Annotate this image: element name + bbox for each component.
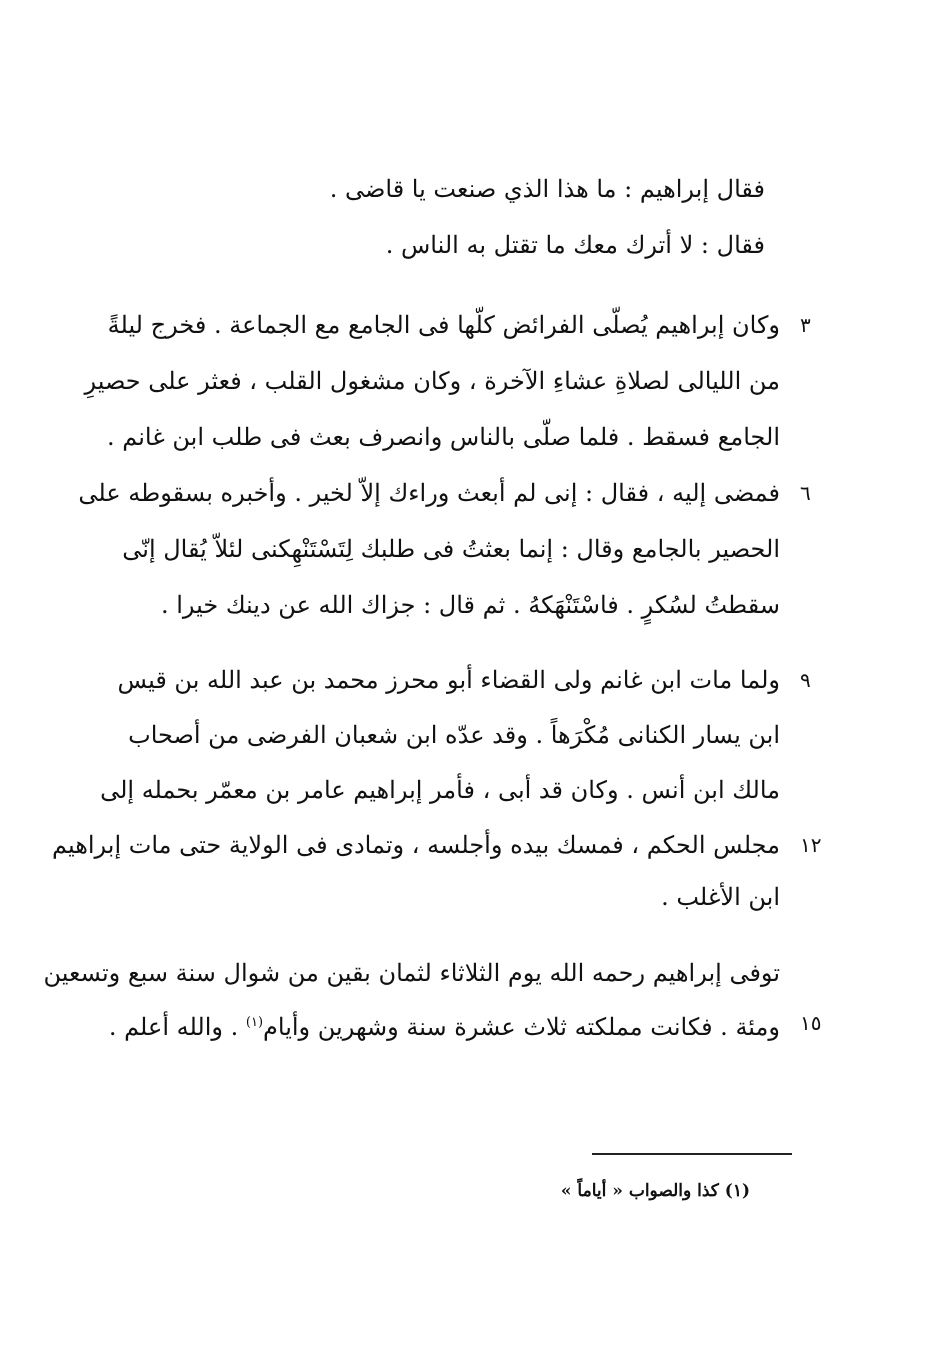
- paragraph-3-line-2-text: ومئة . فكانت مملكته ثلاث عشرة سنة وشهرين وأيام: [263, 1013, 780, 1041]
- paragraph-2-line-2: ابن يسار الكنانى مُكْرَهاً . وقد عدّه ابن شعبان الفرضى من أصحاب: [128, 721, 780, 749]
- paragraph-1-line-3: الجامع فسقط . فلما صلّى بالناس وانصرف بعث فى طلب ابن غانم .: [106, 423, 780, 451]
- dialogue-line-2: فقال : لا أترك معك ما تقتل به الناس .: [385, 231, 765, 259]
- footnote-text: (١) كذا والصواب « أياماً »: [560, 1181, 750, 1201]
- paragraph-2-line-3: مالك ابن أنس . وكان قد أبى ، فأمر إبراهيم عامر بن معمّر بحمله إلى: [100, 776, 780, 804]
- line-number-6: ٦: [800, 481, 811, 505]
- footnote-divider: [592, 1153, 792, 1155]
- paragraph-1-line-6: سقطتُ لسُكرٍ . فاسْتَنْهَكهُ . ثم قال : جزاك الله عن دينك خيرا .: [160, 591, 780, 619]
- paragraph-2-line-1: ولما مات ابن غانم ولى القضاء أبو محرز محمد بن عبد الله بن قيس: [117, 666, 780, 694]
- paragraph-1-line-2: من الليالى لصلاةِ عشاءِ الآخرة ، وكان مشغول القلب ، فعثر على حصيرِ: [84, 367, 780, 395]
- paragraph-3-line-2: [109, 1006, 780, 1044]
- paragraph-1-line-1: وكان إبراهيم يُصلّى الفرائض كلّها فى الجامع مع الجماعة . فخرج ليلةً: [107, 311, 780, 339]
- paragraph-2-line-4: مجلس الحكم ، فمسك بيده وأجلسه ، وتمادى فى الولاية حتى مات إبراهيم: [51, 831, 780, 859]
- paragraph-1-line-4: فمضى إليه ، فقال : إنى لم أبعث وراءك إلاّ لخير . وأخبره بسقوطه على: [78, 479, 780, 507]
- line-number-9: ٩: [800, 668, 811, 692]
- line-number-3: ٣: [800, 313, 811, 337]
- paragraph-3-line-2-end: . والله أعلم .: [108, 1013, 246, 1041]
- footnote-reference[interactable]: (١): [245, 1015, 264, 1030]
- dialogue-line-1: فقال إبراهيم : ما هذا الذي صنعت يا قاضى .: [329, 175, 765, 203]
- line-number-15: ١٥: [800, 1011, 822, 1035]
- paragraph-2-line-5: ابن الأغلب .: [661, 883, 780, 911]
- line-number-12: ١٢: [800, 833, 822, 857]
- paragraph-1-line-5: الحصير بالجامع وقال : إنما بعثتُ فى طلبك لِتَسْتَنْهِكنى لئلاّ يُقال إنّى: [122, 535, 780, 563]
- paragraph-3-line-1: توفى إبراهيم رحمه الله يوم الثلاثاء لثمان بقين من شوال سنة سبع وتسعين: [43, 959, 780, 987]
